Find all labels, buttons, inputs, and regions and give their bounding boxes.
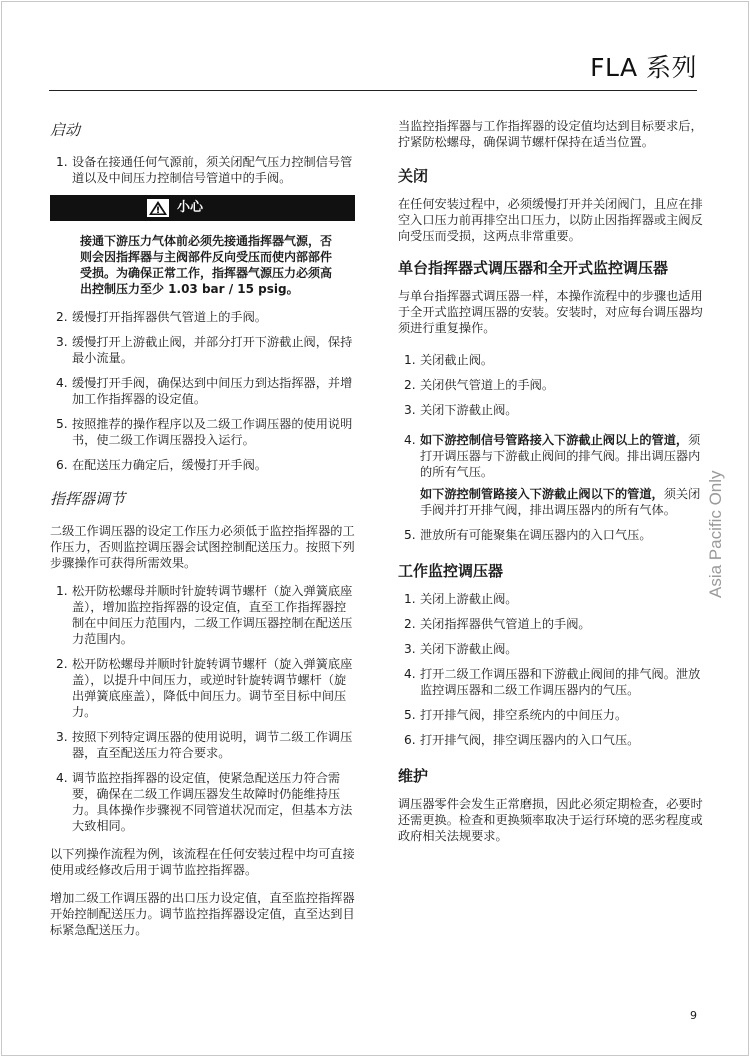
list-item: 2. 关闭指挥器供气管道上的手阀。 (404, 617, 591, 631)
caution-text: 接通下游压力气体前必须先接通指挥器气源，否则会因指挥器与主阀部件反向受压而使内部部件受损。为确保正常工作，指挥器气源压力必须高出控制压力至少 1.03 bar / 15 psig。 (80, 234, 333, 296)
list-item: 1. 关闭上游截止阀。 (404, 592, 518, 606)
list-item: 5. 泄放所有可能聚集在调压器内的入口气压。 (404, 528, 652, 542)
list-item: 2. 关闭供气管道上的手阀。 (404, 378, 555, 392)
pilot-intro: 二级工作调压器的设定工作压力必须低于监控指挥器的工作压力，否则监控调压器会试图控制配送压力。按照下列步骤操作可获得所需效果。 (50, 524, 355, 570)
single-pilot-heading: 单台指挥器式调压器和全开式监控调压器 (398, 259, 669, 277)
top-paragraph: 当监控指挥器与工作指挥器的设定值均达到目标要求后，拧紧防松螺母，确保调节螺杆保持在适当位置。 (398, 119, 703, 149)
startup-heading: 启动 (50, 121, 81, 139)
working-monitor-steps (398, 591, 703, 748)
step4-condition-1: 如下游控制信号管路接入下游截止阀以上的管道， (420, 433, 689, 447)
pilot-steps (50, 583, 355, 834)
caution-label: 小心 (177, 200, 204, 215)
pilot-heading: 指挥器调节 (50, 490, 126, 508)
startup-step1-list (50, 154, 355, 186)
single-pilot-steps (398, 352, 703, 543)
left-column (50, 118, 355, 950)
list-item: 3. 按照下列特定调压器的使用说明，调节二级工作调压器，直至配送压力符合要求。 (56, 730, 353, 760)
list-item: 1. 松开防松螺母并顺时针旋转调节螺杆（旋入弹簧底座盖），增加监控指挥器的设定值，直至工作指挥器控制在中间压力范围内，二级工作调压器控制在配送压力范围内。 (56, 584, 353, 646)
list-item: 3. 缓慢打开上游截止阀，并部分打开下游截止阀，保持最小流量。 (56, 335, 353, 365)
shutdown-heading: 关闭 (398, 167, 429, 185)
caution-banner (50, 195, 355, 221)
step4-action-2: 须关闭手阀并打开排气阀，排出调压器内的所有气体。 (420, 487, 701, 517)
single-pilot-paragraph: 与单台指挥器式调压器一样，本操作流程中的步骤也适用于全开式监控调压器的安装。安装时，对应每台调压器均须进行重复操作。 (398, 289, 703, 335)
pilot-para2: 增加二级工作调压器的出口压力设定值，直至监控指挥器开始控制配送压力。调节监控指挥器设定值，直至达到目标紧急配送压力。 (50, 891, 355, 937)
pilot-para1: 以下列操作流程为例，该流程在任何安装过程中均可直接使用或经修改后用于调节监控指挥器。 (50, 847, 355, 877)
step4-action-1: 须打开调压器与下游截止阀间的排气阀。排出调压器内的所有气压。 (420, 433, 701, 479)
shutdown-paragraph: 在任何安装过程中，必须缓慢打开并关闭阀门，且应在排空入口压力前再排空出口压力，以防止因指挥器或主阀反向受压而受损，这两点非常重要。 (398, 197, 703, 243)
list-item: 5. 打开排气阀，排空系统内的中间压力。 (404, 708, 628, 722)
page-number: 9 (690, 1009, 697, 1022)
list-item: 6. 打开排气阀，排空调压器内的入口气压。 (404, 733, 640, 747)
startup-steps (50, 309, 355, 473)
list-item: 3. 关闭下游截止阀。 (404, 403, 518, 417)
right-column (398, 118, 703, 856)
list-item: 4. 如下游控制信号管路接入下游截止阀以上的管道，须打开调压器与下游截止阀间的排气阀。排出调压器内的所有气压。 如下游控制管路接入下游截止阀以下的管道，须关闭手阀并打开排气阀，排出调压器内的所有气体。 (404, 433, 701, 517)
region-side-label: Asia Pacific Only (706, 470, 725, 598)
maintenance-paragraph: 调压器零件会发生正常磨损，因此必须定期检查，必要时还需更换。检查和更换频率取决于运行环境的恶劣程度或政府相关法规要求。 (398, 797, 703, 843)
list-item: 6. 在配送压力确定后，缓慢打开手阀。 (56, 458, 267, 472)
list-item: 4. 调节监控指挥器的设定值，使紧急配送压力符合需要，确保在二级工作调压器发生故障时仍能维持压力。具体操作步骤视不同管道状况而定，但基本方法大致相同。 (56, 771, 353, 833)
list-item: 1. 设备在接通任何气源前，须关闭配气压力控制信号管道以及中间压力控制信号管道中的手阀。 (56, 155, 353, 185)
list-item: 2. 松开防松螺母并顺时针旋转调节螺杆（旋入弹簧底座盖），以提升中间压力，或逆时针旋转调节螺杆（旋出弹簧底座盖），降低中间压力。调节至目标中间压力。 (56, 657, 353, 719)
header-rule (49, 90, 697, 91)
list-item: 5. 按照推荐的操作程序以及二级工作调压器的使用说明书，使二级工作调压器投入运行。 (56, 417, 353, 447)
list-item: 4. 打开二级工作调压器和下游截止阀间的排气阀。泄放监控调压器和二级工作调压器内的气压。 (404, 667, 701, 697)
list-item: 1. 关闭截止阀。 (404, 353, 494, 367)
working-monitor-heading: 工作监控调压器 (398, 562, 504, 580)
list-item: 4. 缓慢打开手阀，确保达到中间压力到达指挥器，并增加工作指挥器的设定值。 (56, 376, 353, 406)
list-item: 3. 关闭下游截止阀。 (404, 642, 518, 656)
warning-icon (147, 199, 169, 217)
list-item: 2. 缓慢打开指挥器供气管道上的手阀。 (56, 310, 267, 324)
series-title: FLA 系列 (590, 53, 697, 82)
step4-condition-2: 如下游控制管路接入下游截止阀以下的管道， (420, 487, 664, 501)
maintenance-heading: 维护 (398, 767, 429, 785)
